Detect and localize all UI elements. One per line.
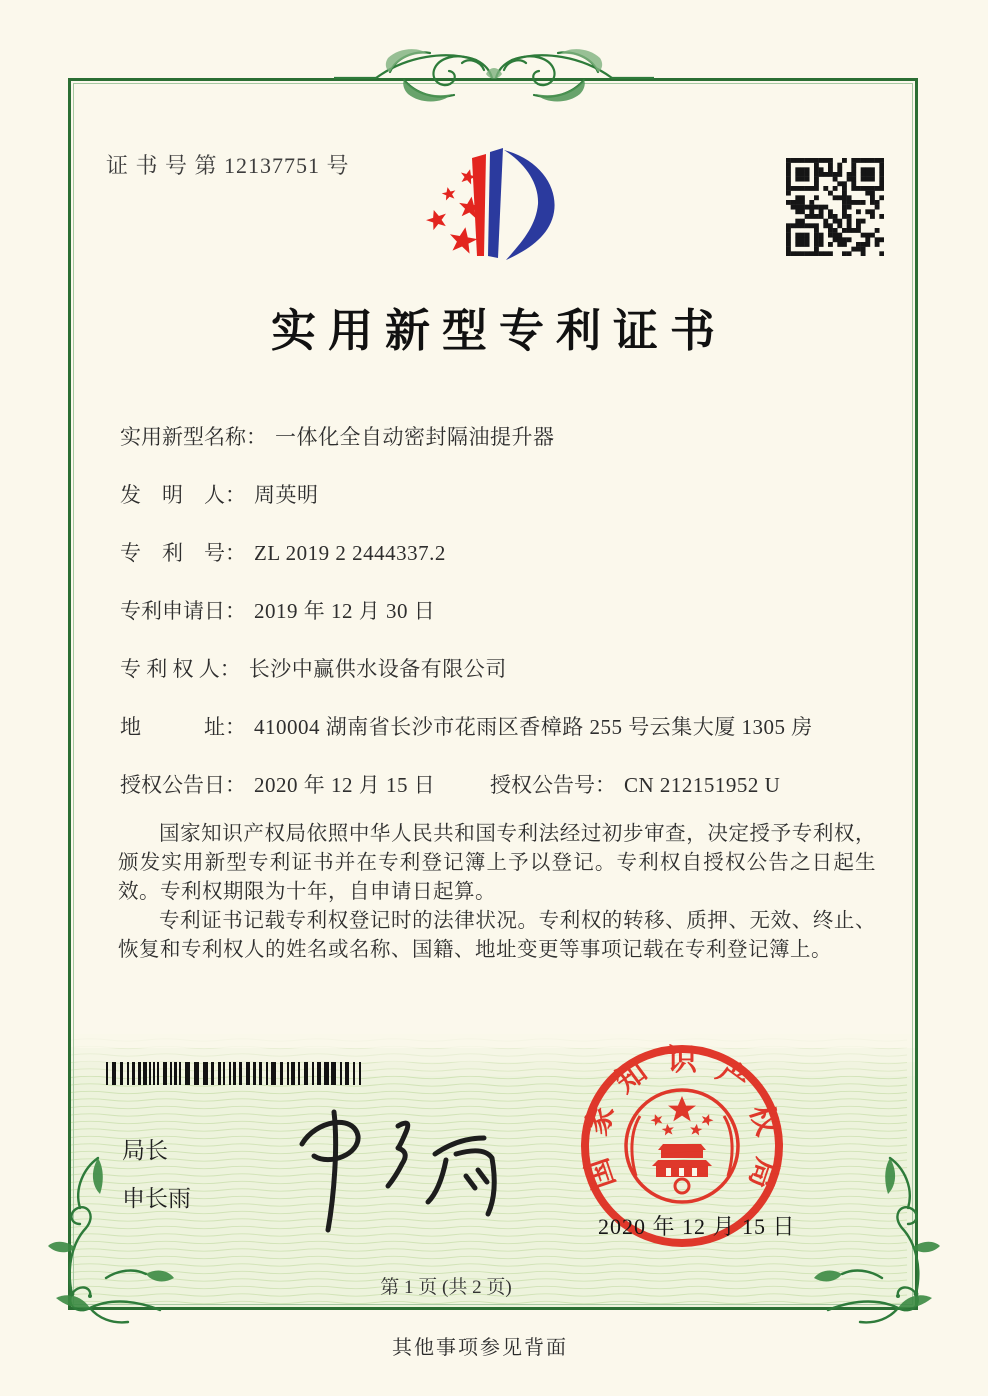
field-value: 2020 年 12 月 15 日 bbox=[254, 773, 436, 797]
legal-paragraph-1: 国家知识产权局依照中华人民共和国专利法经过初步审查，决定授予专利权，颁发实用新型专利证书并在专利登记簿上予以登记。专利权自授权公告之日起生效。专利权期限为十年，自申请日起算。 bbox=[118, 823, 876, 903]
field-label: 地 址： bbox=[120, 715, 246, 739]
seal-ring-text: 国家知识产权局 bbox=[580, 1043, 784, 1193]
footer-note: 其他事项参见背面 bbox=[392, 1337, 568, 1359]
field-label: 专 利 权 人： bbox=[120, 657, 241, 681]
commissioner-name: 申长雨 bbox=[122, 1185, 191, 1211]
certificate-number: 证 书 号 第 12137751 号 bbox=[106, 153, 350, 178]
field-value: 2019 年 12 月 30 日 bbox=[254, 599, 436, 623]
bottom-right-corner-flourish bbox=[802, 1148, 942, 1338]
field-grant-number bbox=[490, 769, 780, 799]
signature-shen-changyu-icon bbox=[270, 1096, 510, 1236]
field-value: 长沙中赢供水设备有限公司 bbox=[248, 657, 507, 681]
field-label: 授权公告号： bbox=[490, 773, 616, 797]
certificate-title: 实用新型专利证书 bbox=[270, 306, 727, 356]
grant-date-under-seal: 2020 年 12 月 15 日 bbox=[598, 1214, 796, 1239]
field-label: 发 明 人： bbox=[120, 483, 246, 507]
legal-paragraph-2: 专利证书记载专利权登记时的法律状况。专利权的转移、质押、无效、终止、恢复和专利权人的姓名或名称、国籍、地址变更等事项记载在专利登记簿上。 bbox=[118, 910, 876, 961]
field-label: 授权公告日： bbox=[120, 773, 246, 797]
field-value: ZL 2019 2 2444337.2 bbox=[254, 541, 446, 565]
top-center-flourish-ornament bbox=[334, 40, 654, 114]
cnipa-logo-icon bbox=[406, 142, 596, 272]
legal-text-block bbox=[118, 820, 876, 965]
field-value: 一体化全自动密封隔油提升器 bbox=[275, 425, 555, 449]
field-row-utility-name bbox=[120, 421, 900, 451]
bottom-left-corner-flourish bbox=[46, 1148, 186, 1338]
field-row-inventor bbox=[120, 479, 900, 509]
national-emblem bbox=[626, 1090, 738, 1202]
field-row-patentee bbox=[120, 653, 900, 683]
barcode bbox=[106, 1062, 370, 1085]
field-value: 周英明 bbox=[254, 483, 319, 507]
commissioner-title: 局长 bbox=[122, 1137, 168, 1163]
field-row-patent-no bbox=[120, 537, 900, 567]
field-row-address bbox=[120, 711, 900, 741]
page-number: 第 1 页 (共 2 页) bbox=[380, 1277, 512, 1298]
field-label: 专利申请日： bbox=[120, 599, 246, 623]
field-value: 410004 湖南省长沙市花雨区香樟路 255 号云集大厦 1305 房 bbox=[254, 715, 813, 739]
field-row-filing-date bbox=[120, 595, 900, 625]
field-label: 实用新型名称： bbox=[120, 425, 267, 449]
field-value: CN 212151952 U bbox=[624, 773, 781, 797]
field-row-grant-date bbox=[120, 769, 900, 799]
qr-code bbox=[786, 158, 884, 256]
field-label: 专 利 号： bbox=[120, 541, 246, 565]
